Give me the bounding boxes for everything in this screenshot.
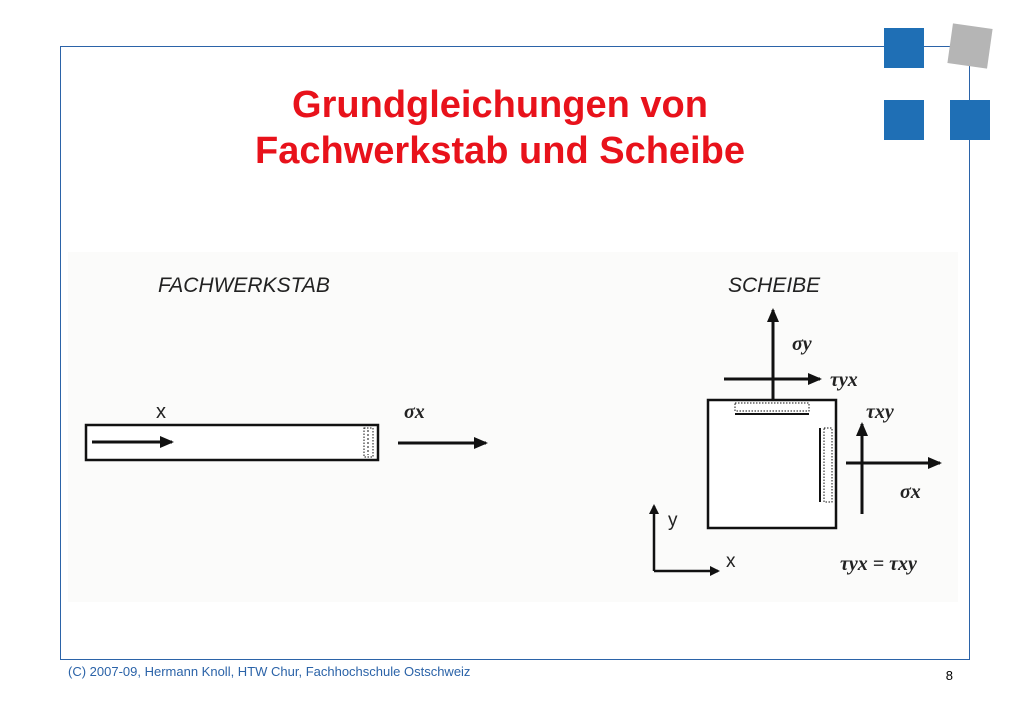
plate-right-hatch (824, 428, 832, 502)
fachwerkstab-heading: FACHWERKSTAB (158, 274, 330, 297)
sigma-y-label: σy (792, 333, 812, 355)
tau-equality-equation: τyx = τxy (840, 553, 917, 575)
scheibe-heading: SCHEIBE (728, 274, 821, 297)
title-line-1: Grundgleichungen von (292, 84, 708, 126)
footer-copyright: (C) 2007-09, Hermann Knoll, HTW Chur, Fachhochschule Ostschweiz (68, 664, 471, 679)
fachwerkstab-x-label: x (156, 401, 166, 423)
plate-sigma-x-label: σx (900, 481, 921, 503)
page-number: 8 (945, 668, 953, 683)
plate-top-hatch (735, 403, 809, 411)
bar-sigma-x-label: σx (404, 401, 425, 423)
plate-element (708, 400, 836, 528)
axis-x-label: x (726, 551, 736, 572)
tau-xy-label: τxy (866, 401, 894, 423)
title-line-2: Fachwerkstab und Scheibe (255, 130, 745, 172)
tau-yx-label: τyx (830, 369, 858, 391)
axis-y-label: y (668, 510, 678, 531)
